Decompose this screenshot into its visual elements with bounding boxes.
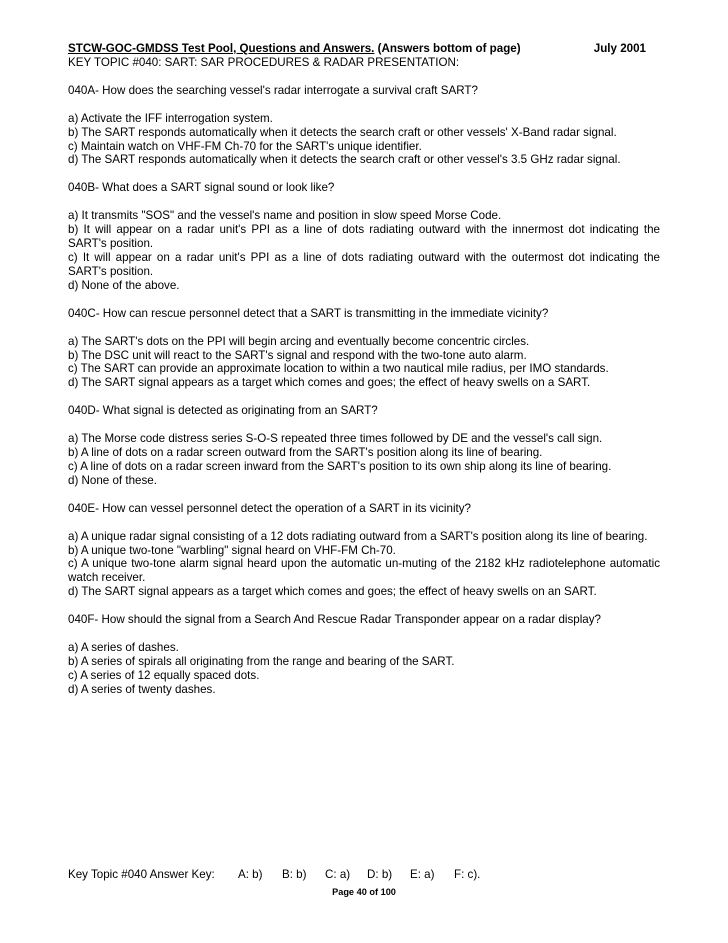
answer-list bbox=[68, 530, 660, 600]
answer-option: c) A unique two-tone alarm signal heard upon the automatic un-muting of the 2182 kHz radiotelephone automatic watch receiver. bbox=[68, 557, 660, 585]
answer-key-label: Key Topic #040 Answer Key: bbox=[68, 868, 215, 881]
question-block bbox=[68, 404, 660, 488]
answer-option: c) A series of 12 equally spaced dots. bbox=[68, 668, 260, 682]
document-page bbox=[68, 42, 660, 697]
answer-key bbox=[68, 868, 660, 882]
answer-option: d) A series of twenty dashes. bbox=[68, 682, 216, 696]
question-text: 040B- What does a SART signal sound or look like? bbox=[68, 181, 335, 195]
key-topic: KEY TOPIC #040: SART: SAR PROCEDURES & RADAR PRESENTATION: bbox=[68, 55, 460, 69]
question-text: 040D- What signal is detected as originating from an SART? bbox=[68, 404, 378, 418]
answer-option: d) The SART signal appears as a target which comes and goes; the effect of heavy swells on an SART. bbox=[68, 585, 597, 599]
answer-option: b) A series of spirals all originating from the range and bearing of the SART. bbox=[68, 655, 455, 668]
answer-option: c) Maintain watch on VHF-FM Ch-70 for the SART's unique identifier. bbox=[68, 139, 422, 153]
header-date: July 2001 bbox=[593, 42, 646, 55]
question-block bbox=[68, 84, 660, 168]
question-text: 040E- How can vessel personnel detect the operation of a SART in its vicinity? bbox=[68, 501, 471, 515]
header-title-block bbox=[68, 42, 521, 56]
answer-key-item: B: b) bbox=[282, 868, 307, 881]
answer-key-item: F: c). bbox=[454, 868, 481, 881]
answer-option: d) The SART signal appears as a target which comes and goes; the effect of heavy swells on a SART. bbox=[68, 376, 591, 390]
answer-list bbox=[68, 641, 660, 697]
answer-key-item: C: a) bbox=[325, 868, 351, 881]
answer-option: c) A line of dots on a radar screen inward from the SART's position to its own ship along its line of bearing. bbox=[68, 459, 612, 473]
answer-option: b) A line of dots on a radar screen outward from the SART's position along its line of bearing. bbox=[68, 446, 543, 460]
answer-list bbox=[68, 432, 660, 488]
answer-list bbox=[68, 112, 660, 168]
answer-list bbox=[68, 209, 660, 292]
answer-option: a) Activate the IFF interrogation system. bbox=[68, 111, 273, 125]
answer-key-item: D: b) bbox=[367, 868, 393, 881]
answer-list bbox=[68, 335, 660, 391]
page-header bbox=[68, 42, 660, 56]
answer-option: d) None of these. bbox=[68, 473, 157, 487]
question-text: 040C- How can rescue personnel detect that a SART is transmitting in the immediate vicinity? bbox=[68, 306, 549, 320]
answer-option: c) It will appear on a radar unit's PPI as a line of dots radiating outward with the outermost dot indicating the SART's position. bbox=[68, 250, 660, 278]
question-text: 040A- How does the searching vessel's radar interrogate a survival craft SART? bbox=[68, 83, 478, 97]
question-text: 040F- How should the signal from a Search And Rescue Radar Transponder appear on a radar display? bbox=[68, 613, 601, 627]
answer-option: d) The SART responds automatically when it detects the search craft or other vessel's 3.5 GHz radar signal. bbox=[68, 153, 621, 167]
answer-option: b) The DSC unit will react to the SART's signal and respond with the two-tone auto alarm. bbox=[68, 348, 527, 362]
answer-key-item: E: a) bbox=[410, 868, 435, 881]
question-block bbox=[68, 613, 660, 697]
question-block bbox=[68, 307, 660, 391]
page-number: Page 40 of 100 bbox=[332, 887, 396, 897]
header-title: STCW-GOC-GMDSS Test Pool, Questions and Answers. bbox=[68, 42, 375, 55]
answer-option: a) It transmits "SOS" and the vessel's name and position in slow speed Morse Code. bbox=[68, 209, 502, 223]
answer-option: b) It will appear on a radar unit's PPI as a line of dots radiating outward with the innermost dot indicating the SART's position. bbox=[68, 223, 660, 251]
answer-key-item: A: b) bbox=[238, 868, 263, 881]
answer-option: b) The SART responds automatically when it detects the search craft or other vessels' X-Band radar signal. bbox=[68, 125, 617, 139]
answer-option: c) The SART can provide an approximate location to within a two nautical mile radius, per IMO standards. bbox=[68, 362, 609, 376]
answer-option: d) None of the above. bbox=[68, 278, 180, 292]
question-block bbox=[68, 181, 660, 292]
question-block bbox=[68, 502, 660, 599]
answer-option: a) The SART's dots on the PPI will begin arcing and eventually become concentric circles. bbox=[68, 334, 530, 348]
answer-option: b) A unique two-tone "warbling" signal heard on VHF-FM Ch-70. bbox=[68, 543, 396, 557]
answer-option: a) A unique radar signal consisting of a 12 dots radiating outward from a SART's position along its line of bearing. bbox=[68, 529, 648, 543]
answer-option: a) A series of dashes. bbox=[68, 641, 179, 655]
header-subtitle: (Answers bottom of page) bbox=[374, 42, 521, 55]
answer-option: a) The Morse code distress series S-O-S repeated three times followed by DE and the vessel's call sign. bbox=[68, 432, 603, 446]
